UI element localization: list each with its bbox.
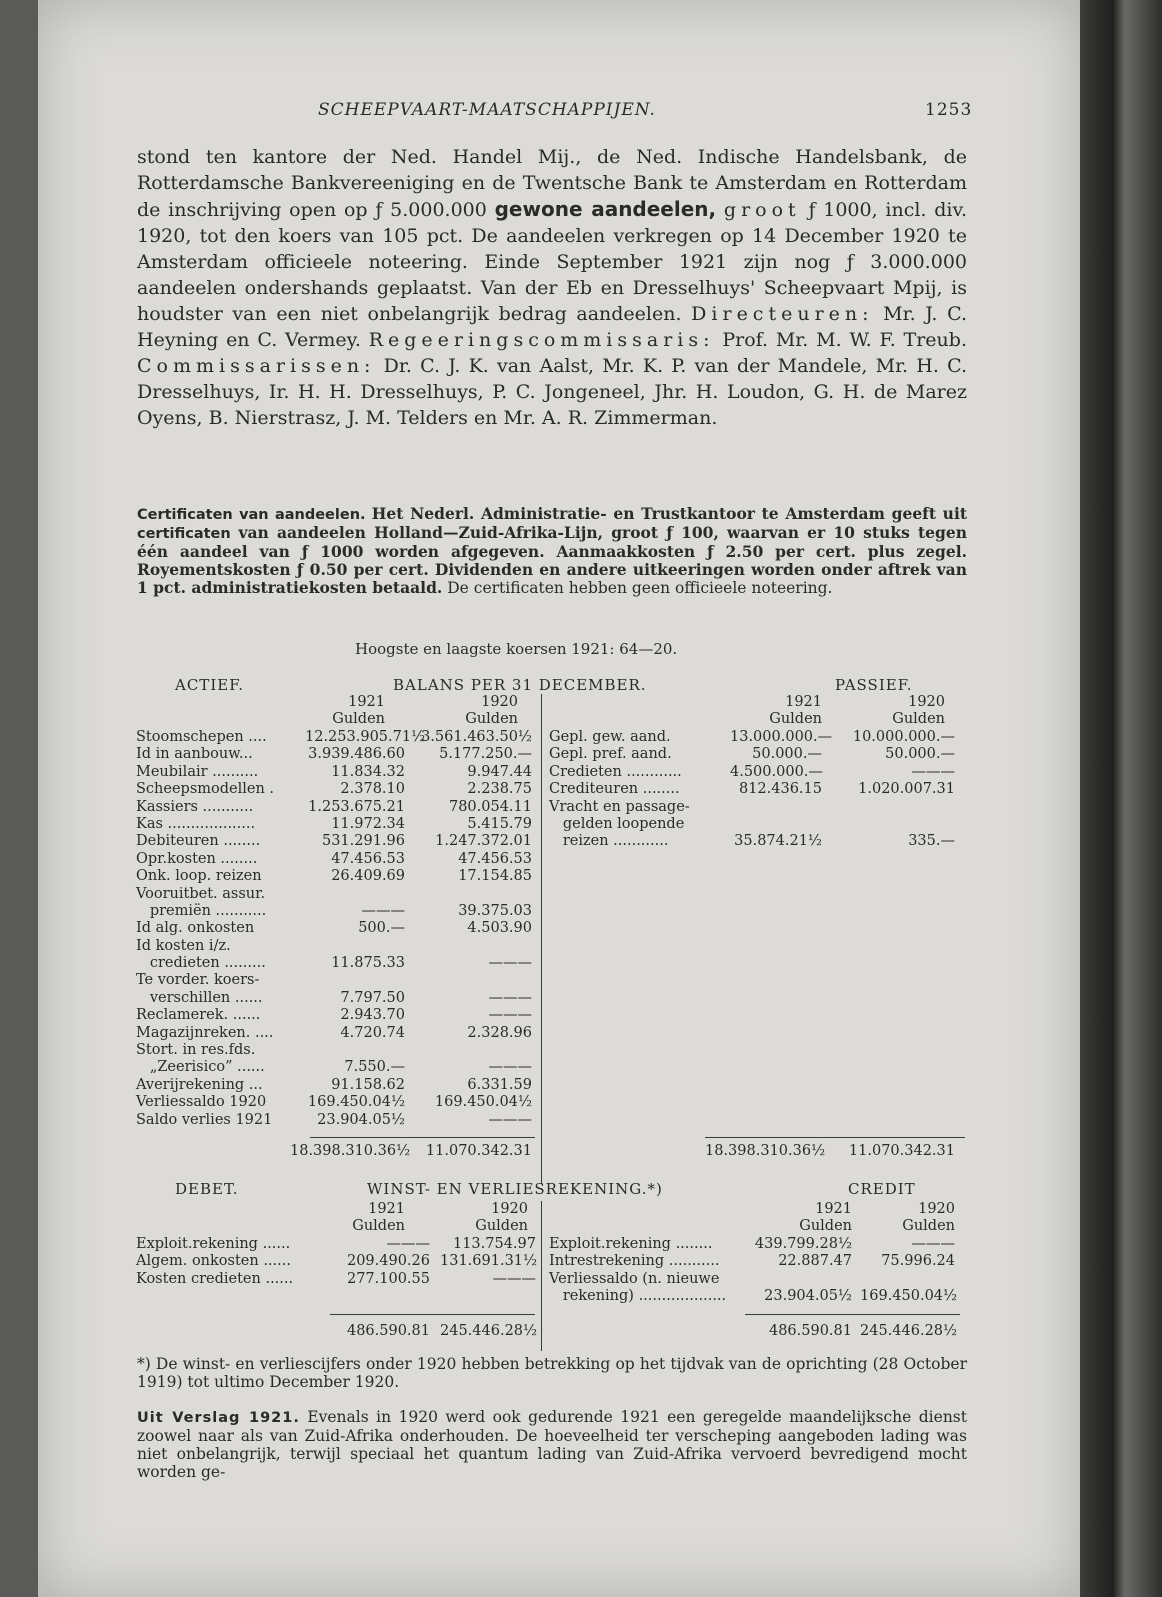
groot-label: groot xyxy=(723,199,801,221)
credit-1921-cell xyxy=(745,1271,852,1288)
passief-1921-values xyxy=(730,729,833,851)
credit-1920-values xyxy=(860,1236,958,1306)
passief-1920-cell: 335.— xyxy=(908,833,955,850)
credit-labels xyxy=(549,1236,726,1306)
actief-1921-cell: 7.550.— xyxy=(344,1059,405,1076)
passief-1920-cell: 10.000.000.— xyxy=(852,729,955,745)
actief-1920-cell xyxy=(420,938,532,955)
debet-row-label: Algem. onkosten ...... xyxy=(136,1253,291,1270)
credit-row-label: Exploit.rekening ........ xyxy=(549,1236,713,1252)
actief-1920-cell: ——— xyxy=(488,955,532,972)
actief-row-label: Id in aanbouw... xyxy=(136,746,253,763)
passief-row-label: reizen ............ xyxy=(549,833,669,850)
passief-row-label: Gepl. gew. aand. xyxy=(549,729,671,745)
passief-row-label: Credieten ............ xyxy=(549,763,682,780)
passief-1921-cell: 50.000.— xyxy=(752,746,822,763)
balans-total-passief-1921: 18.398.310.36½ xyxy=(705,1143,826,1159)
actief-1920-values xyxy=(420,729,532,1129)
balans-actief-year-1921: 1921 Gulden xyxy=(332,694,385,728)
passief-1921-cell xyxy=(730,816,822,833)
actief-1921-cell: 26.409.69 xyxy=(331,868,405,885)
passief-row-label: Crediteuren ........ xyxy=(549,781,680,798)
intro-text-1: stond ten kantore der Ned. Handel Mij., de Ned. Indische Handelsbank, de Rotterdamsche Bankvereeniging en de Twentsche Bank te Amsterdam en Rotterdam de inschrijving open op ƒ 5.000.000 xyxy=(137,146,967,221)
balans-title: BALANS PER 31 DECEMBER. xyxy=(393,676,647,694)
passief-1920-cell xyxy=(845,799,955,816)
actief-row-label: verschillen ...... xyxy=(136,989,263,1006)
credit-1920-cell: 169.450.04½ xyxy=(860,1288,958,1305)
actief-1920-cell: 47.456.53 xyxy=(458,850,532,867)
actief-row-label: Opr.kosten ........ xyxy=(136,850,258,867)
debet-row-label: Exploit.rekening ...... xyxy=(136,1236,291,1252)
actief-row-label: Kas ................... xyxy=(136,815,256,832)
balans-total-passief-1920: 11.070.342.31 xyxy=(848,1143,955,1159)
verslag-text: Evenals in 1920 werd ook gedurende 1921 een geregelde maandelijksche dienst zoowel naar als van Zuid-Afrika onderhouden. De hoeveelheid ter verscheping aangeboden lading was niet onbelangrijk, terwijl speciaal het quantum lading van Zuid-Afrika vervoerd bevredigend mocht worden ge- xyxy=(137,1408,967,1481)
certificaten-text-3: De certificaten hebben geen officieele noteering. xyxy=(447,579,833,597)
hoogste-laagste-koersen: Hoogste en laagste koersen 1921: 64—20. xyxy=(355,640,678,658)
actief-row-label: premiën ........... xyxy=(136,902,267,919)
actief-1920-cell xyxy=(420,972,532,989)
winst-debet-year-1920: 1920 Gulden xyxy=(475,1201,528,1235)
actief-labels xyxy=(136,729,274,1129)
intro-paragraph xyxy=(137,144,967,431)
balans-total-actief-1920: 11.070.342.31 xyxy=(425,1143,532,1159)
actief-1920-cell: 3.561.463.50½ xyxy=(421,729,532,745)
actief-row-label: Vooruitbet. assur. xyxy=(136,885,266,902)
balans-passief-total-rule xyxy=(705,1137,965,1138)
credit-1921-cell: 22.887.47 xyxy=(778,1253,852,1270)
actief-1921-cell: 500.— xyxy=(358,920,405,937)
winst-credit-year-1920: 1920 Gulden xyxy=(902,1201,955,1235)
debet-1921-values xyxy=(320,1236,430,1288)
passief-1921-cell: 812.436.15 xyxy=(738,781,822,798)
actief-1920-cell: ——— xyxy=(488,1007,532,1024)
winst-total-credit-1921: 486.590.81 xyxy=(768,1323,852,1339)
actief-1921-cell: 4.720.74 xyxy=(340,1024,405,1041)
actief-1921-cell: 91.158.62 xyxy=(331,1076,405,1093)
actief-1920-cell: 4.503.90 xyxy=(467,920,532,937)
balans-actief-year-1920: 1920 Gulden xyxy=(465,694,518,728)
actief-1920-cell: 5.415.79 xyxy=(467,815,532,832)
regeeringscommissaris-label: Regeeringscommissaris: xyxy=(368,329,715,351)
debet-row-label: Kosten credieten ...... xyxy=(136,1270,294,1287)
actief-row-label: Verliessaldo 1920 xyxy=(136,1094,267,1111)
debet-1921-cell: 277.100.55 xyxy=(346,1270,430,1287)
actief-1920-cell: ——— xyxy=(488,989,532,1006)
actief-row-label: credieten ......... xyxy=(136,955,266,972)
actief-1920-cell: 1.247.372.01 xyxy=(435,833,532,850)
actief-1921-cell: 2.378.10 xyxy=(340,781,405,798)
balans-actief-total-rule xyxy=(310,1137,535,1138)
passief-1920-values xyxy=(845,729,955,851)
actief-row-label: Debiteuren ........ xyxy=(136,833,261,850)
actief-row-label: Kassiers ........... xyxy=(136,798,254,815)
verslag-heading: Uit Verslag 1921. xyxy=(137,1410,300,1426)
actief-1921-cell: 11.972.34 xyxy=(331,815,405,832)
actief-1921-cell: 1.253.675.21 xyxy=(308,798,405,815)
winst-divider xyxy=(541,1201,542,1351)
debet-1920-cell: ——— xyxy=(492,1270,536,1287)
winst-debet-total-rule xyxy=(330,1314,535,1315)
actief-1920-cell: 6.331.59 xyxy=(467,1076,532,1093)
certificaten-text-1: Het Nederl. Administratie- en Trustkantoor te Amsterdam geeft uit xyxy=(371,504,967,523)
actief-1920-cell: ——— xyxy=(488,1111,532,1128)
directeuren-label: Directeuren: xyxy=(691,303,874,325)
passief-1921-cell: 4.500.000.— xyxy=(730,763,823,780)
actief-1920-cell: 9.947.44 xyxy=(467,763,532,780)
actief-1920-cell: ——— xyxy=(488,1059,532,1076)
commissarissen-names: Dr. C. J. K. van Aalst, Mr. K. P. van der Mandele, Mr. H. C. Dresselhuys, Ir. H. H. Dresselhuys, P. C. Jongeneel, Jhr. H. Loudon, G. H. de Marez Oyens, B. Nierstrasz, J. M. Telders en Mr. A. R. Zimmerman. xyxy=(137,355,967,429)
actief-1921-cell xyxy=(305,1042,405,1059)
winst-total-debet-1920: 245.446.28½ xyxy=(440,1323,538,1339)
passief-1921-cell: 35.874.21½ xyxy=(734,833,822,850)
passief-row-label: Gepl. pref. aand. xyxy=(549,746,672,763)
actief-1921-cell: 11.875.33 xyxy=(331,955,405,972)
actief-1921-cell xyxy=(305,938,405,955)
running-title: SCHEEPVAART-MAATSCHAPPIJEN. xyxy=(318,100,656,120)
actief-row-label: Scheepsmodellen . xyxy=(136,781,275,798)
actief-1920-cell xyxy=(420,886,532,903)
actief-row-label: Te vorder. koers- xyxy=(136,972,260,989)
actief-1921-cell: 47.456.53 xyxy=(331,850,405,867)
credit-row-label: Verliessaldo (n. nieuwe xyxy=(549,1270,720,1287)
actief-1921-values xyxy=(305,729,426,1129)
actief-1921-cell: 169.450.04½ xyxy=(307,1094,405,1111)
actief-row-label: Meubilair .......... xyxy=(136,763,259,780)
debet-labels xyxy=(136,1236,293,1288)
commissarissen-label: Commissarissen: xyxy=(137,355,376,377)
book-edge xyxy=(1080,0,1162,1597)
actief-1920-cell: 169.450.04½ xyxy=(434,1094,532,1111)
winst-total-credit-1920: 245.446.28½ xyxy=(860,1323,958,1339)
winst-credit-total-rule xyxy=(745,1314,960,1315)
certificaten-paragraph xyxy=(137,505,967,597)
winst-credit-heading: CREDIT xyxy=(848,1180,916,1198)
actief-row-label: Magazijnreken. .... xyxy=(136,1024,274,1041)
passief-1921-cell xyxy=(730,799,822,816)
balans-passief-year-1920: 1920 Gulden xyxy=(892,694,945,728)
balans-total-actief-1921: 18.398.310.36½ xyxy=(290,1143,411,1159)
debet-1920-values xyxy=(440,1236,536,1288)
actief-row-label: Id kosten i/z. xyxy=(136,937,231,954)
debet-1920-cell: 113.754.97 xyxy=(452,1236,536,1252)
debet-1920-cell: 131.691.31½ xyxy=(440,1253,538,1270)
actief-1921-cell: 2.943.70 xyxy=(340,1007,405,1024)
actief-1921-cell xyxy=(305,972,405,989)
credit-1921-values xyxy=(745,1236,852,1306)
actief-1921-cell: 531.291.96 xyxy=(321,833,405,850)
balans-actief-heading: ACTIEF. xyxy=(175,676,245,694)
passief-row-label: Vracht en passage- xyxy=(549,798,690,815)
actief-1921-cell: 3.939.486.60 xyxy=(308,746,405,763)
actief-1920-cell: 2.238.75 xyxy=(467,781,532,798)
actief-1921-cell: 11.834.32 xyxy=(331,763,405,780)
actief-row-label: Stort. in res.fds. xyxy=(136,1042,256,1059)
actief-1920-cell: 5.177.250.— xyxy=(439,746,532,763)
verslag-paragraph xyxy=(137,1408,967,1481)
credit-1920-cell xyxy=(860,1271,955,1288)
actief-row-label: Saldo verlies 1921 xyxy=(136,1111,273,1128)
actief-1921-cell: ——— xyxy=(361,902,405,919)
credit-1921-cell: 23.904.05½ xyxy=(764,1288,852,1305)
actief-1920-cell: 39.375.03 xyxy=(458,902,532,919)
passief-1920-cell: 1.020.007.31 xyxy=(858,781,955,798)
directeuren-names: Mr. J. C. Heyning en C. Vermey. xyxy=(137,303,968,351)
regeeringscommissaris-names: Prof. Mr. M. W. F. Treub. xyxy=(722,329,967,351)
footnote: *) De winst- en verliescijfers onder 1920 hebben betrekking op het tijdvak van de oprichting (28 October 1919) tot ultimo December 1920. xyxy=(137,1355,967,1391)
actief-1920-cell xyxy=(420,1042,532,1059)
actief-row-label: Id alg. onkosten xyxy=(136,920,255,937)
credit-row-label: rekening) ................... xyxy=(549,1288,727,1305)
passief-labels xyxy=(549,729,690,851)
actief-1920-cell: 2.328.96 xyxy=(467,1024,532,1041)
actief-row-label: Onk. loop. reizen xyxy=(136,868,262,885)
passief-1921-cell: 13.000.000.— xyxy=(730,729,833,745)
actief-row-label: Reclamerek. ...... xyxy=(136,1007,261,1024)
actief-1920-cell: 17.154.85 xyxy=(458,868,532,885)
intro-text-2: ƒ 1000, incl. div. 1920, tot den koers van 105 pct. De aandeelen verkregen op 14 December 1920 te Amsterdam officieele noteering. Einde September 1921 zijn nog ƒ 3.000.000 aandeelen ondershands geplaatst. Van der Eb en Dresselhuys' Scheepvaart Mpij, is houdster van een niet onbelangrijk bedrag aandeelen. xyxy=(137,199,967,325)
debet-1921-cell: ——— xyxy=(386,1236,430,1252)
passief-row-label: gelden loopende xyxy=(549,815,685,832)
credit-row-label: Intrestrekening ........... xyxy=(549,1253,720,1270)
balans-passief-year-1921: 1921 Gulden xyxy=(769,694,822,728)
passief-1920-cell: ——— xyxy=(911,763,955,780)
gewone-aandeelen: gewone aandeelen, xyxy=(494,197,717,221)
winst-debet-year-1921: 1921 Gulden xyxy=(352,1201,405,1235)
balans-passief-heading: PASSIEF. xyxy=(835,676,913,694)
winst-total-debet-1921: 486.590.81 xyxy=(346,1323,430,1339)
actief-1921-cell xyxy=(305,886,405,903)
passief-1920-cell xyxy=(845,816,955,833)
actief-1921-cell: 7.797.50 xyxy=(340,989,405,1006)
passief-1920-cell: 50.000.— xyxy=(885,746,955,763)
credit-1920-cell: ——— xyxy=(911,1236,955,1252)
winst-credit-year-1921: 1921 Gulden xyxy=(799,1201,852,1235)
credit-1921-cell: 439.799.28½ xyxy=(754,1236,852,1252)
debet-1921-cell: 209.490.26 xyxy=(346,1253,430,1270)
certificaten-heading: Certificaten van aandeelen. xyxy=(137,507,366,523)
certificaten-text-2: van aandeelen Holland—Zuid-Afrika-Lijn, groot ƒ 100, waarvan er 10 stuks tegen één aandeel van ƒ 1000 worden afgegeven. Aanmaakkosten ƒ 2.50 per cert. plus zegel. Royementskosten ƒ 0.50 per cert. Dividenden en andere uitkeeringen worden onder aftrek van 1 pct. administratiekosten betaald. xyxy=(137,523,967,597)
actief-row-label: Stoomschepen .... xyxy=(136,729,267,745)
page-number: 1253 xyxy=(925,100,973,120)
actief-1921-cell: 12.253.905.71½ xyxy=(305,729,426,745)
certificaten-word: certificaten xyxy=(137,526,231,542)
actief-row-label: Averijrekening ... xyxy=(136,1076,263,1093)
winst-debet-heading: DEBET. xyxy=(175,1180,239,1198)
balans-divider xyxy=(541,694,542,1184)
actief-1921-cell: 23.904.05½ xyxy=(317,1111,405,1128)
actief-1920-cell: 780.054.11 xyxy=(448,798,532,815)
actief-row-label: „Zeerisico” ...... xyxy=(136,1059,265,1076)
winst-title: WINST- EN VERLIESREKENING.*) xyxy=(367,1180,663,1198)
credit-1920-cell: 75.996.24 xyxy=(881,1253,955,1270)
